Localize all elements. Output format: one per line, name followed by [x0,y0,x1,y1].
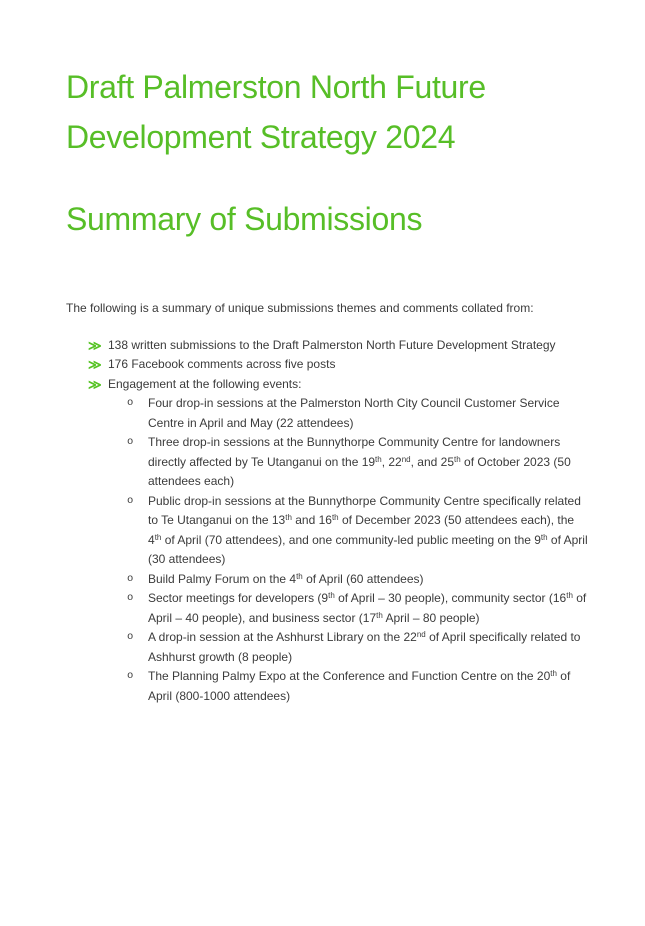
chevron-bullet-icon: ≫ [88,337,102,353]
list-item-text: 138 written submissions to the Draft Palmerston North Future Development Strategy [108,337,556,352]
sub-list-item-text: Three drop-in sessions at the Bunnythorpe Community Centre for landowners directly affected by Te Utanganui on the 19th, 22nd, and 25th of October 2023 (50 attendees each) [148,435,571,488]
sub-list-item [66,570,589,590]
ordinal-superscript: th [454,454,461,464]
sub-list-item [66,492,589,570]
sub-list-item-text: Four drop-in sessions at the Palmerston North City Council Customer Service Centre in April and May (22 attendees) [148,396,560,430]
ordinal-superscript: nd [416,630,426,639]
list-item-text: Engagement at the following events: [108,376,302,391]
circle-bullet-icon: o [127,592,134,604]
circle-bullet-icon: o [127,572,134,585]
chevron-bullet-icon: ≫ [88,357,102,372]
sub-list-item [66,589,589,628]
ordinal-superscript: th [331,513,339,522]
sub-list-item-text: The Planning Palmy Expo at the Conference and Function Centre on the 20th of April (800-1000 attendees) [148,669,571,703]
list-item [66,375,589,395]
sub-list-item-text: Public drop-in sessions at the Bunnythorpe Community Centre specifically related to Te Utanganui on the 13th and 16th of December 2023 (50 attendees each), the 4th of April (70 attendees), and one community-led public meeting on the 9th of April (30 attendees) [148,493,588,566]
circle-bullet-icon: o [127,631,134,643]
ordinal-superscript: th [376,610,383,620]
circle-bullet-icon: o [127,494,134,507]
sub-list-item-text: Sector meetings for developers (9th of April – 30 people), community sector (16th of April – 40 people), and business sector (17th April – 80 people) [148,591,587,625]
circle-bullet-icon: o [127,436,134,448]
sub-list-item-text: A drop-in session at the Ashhurst Library on the 22nd of April specifically related to Ashhurst growth (8 people) [148,630,581,664]
sub-list-item [66,394,589,433]
sub-list-item [66,433,589,492]
title-line-2: Development Strategy 2024 [66,119,456,155]
ordinal-superscript: nd [401,454,411,464]
ordinal-superscript: th [154,532,162,542]
list-item [66,355,589,375]
list-item-text: 176 Facebook comments across five posts [108,357,336,371]
ordinal-superscript: th [285,513,292,522]
sub-list-item [66,667,589,706]
list-item [66,336,589,356]
ordinal-superscript: th [328,591,335,600]
document-title [66,62,589,162]
circle-bullet-icon: o [127,670,134,682]
ordinal-superscript: th [375,454,382,464]
document-subtitle: Summary of Submissions [66,201,423,237]
title-line-1: Draft Palmerston North Future [66,69,486,105]
ordinal-superscript: th [566,591,573,600]
chevron-bullet-icon: ≫ [88,376,102,392]
ordinal-superscript: th [296,571,303,581]
ordinal-superscript: th [540,532,548,542]
bullet-list [66,336,589,707]
intro-paragraph: The following is a summary of unique submissions themes and comments collated from: [66,301,534,315]
sub-list-item-text: Build Palmy Forum on the 4th of April (60 attendees) [148,571,424,586]
ordinal-superscript: th [550,669,557,678]
sub-list-item [66,628,589,667]
circle-bullet-icon: o [127,397,134,409]
